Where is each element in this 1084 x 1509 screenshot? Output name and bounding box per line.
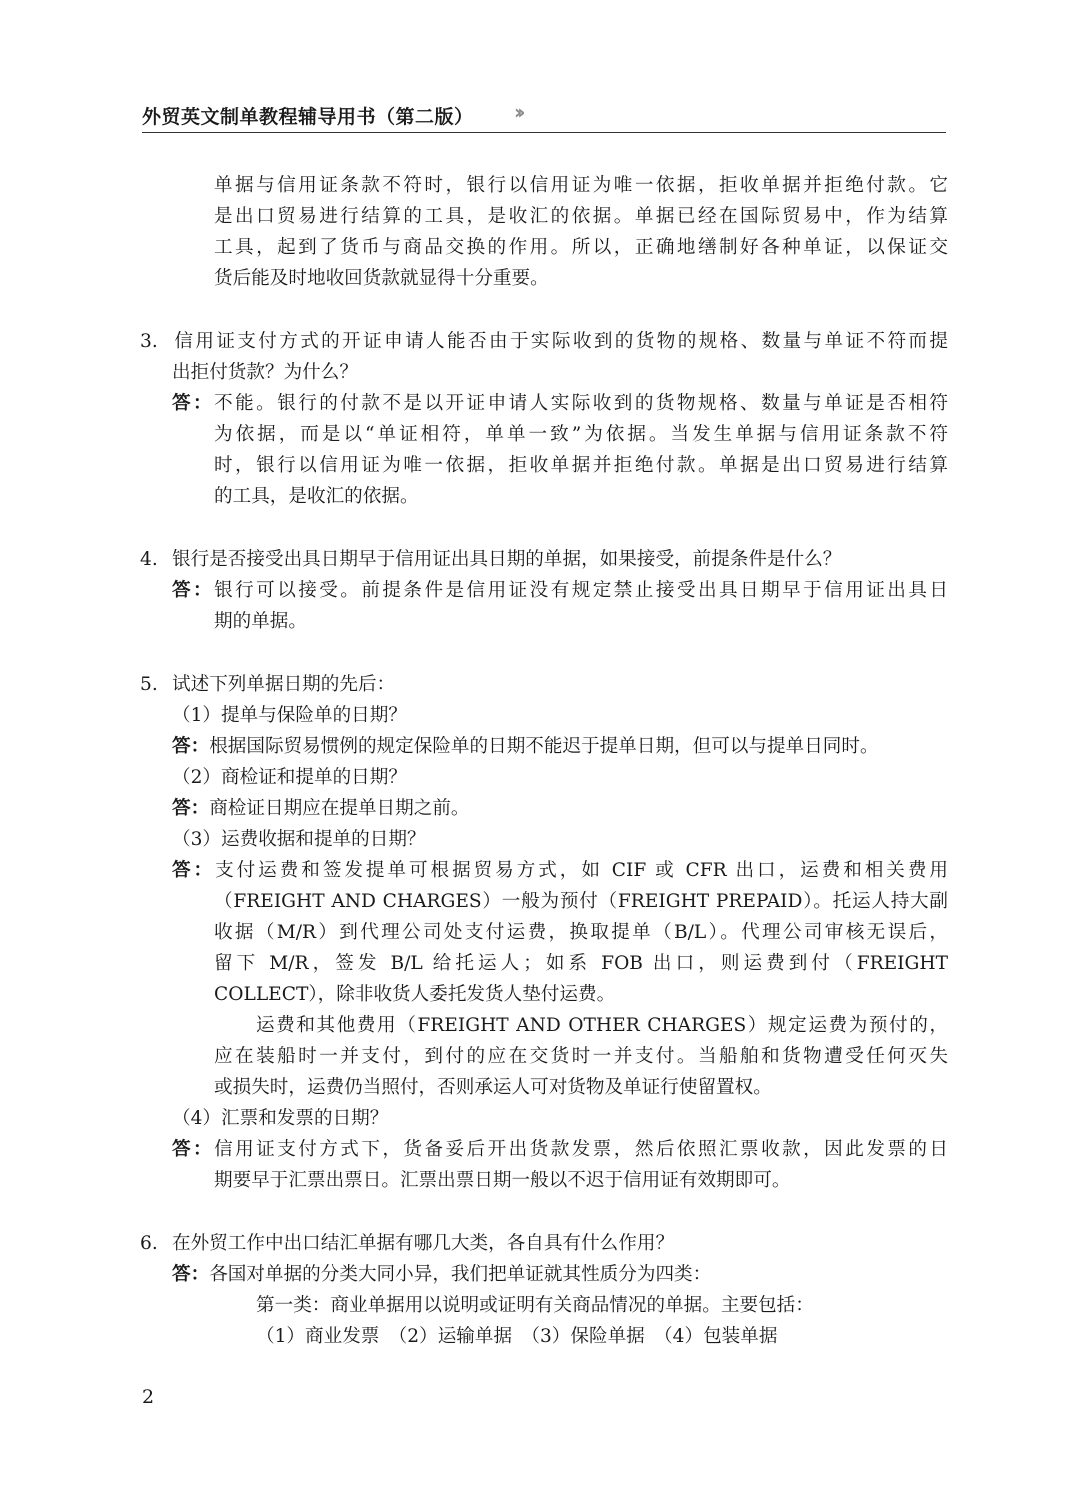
answer-text: COLLECT），除非收货人委托发货人垫付运费。 xyxy=(214,984,616,1005)
answer-text: 为依据，而是以“单证相符，单单一致”为依据。当发生单据与信用证条款不符 xyxy=(214,424,948,445)
answer-text: 答：商检证日期应在提单日期之前。 xyxy=(172,798,470,819)
running-header xyxy=(142,98,946,133)
answer-text: 答：各国对单据的分类大同小异，我们把单证就其性质分为四类： xyxy=(172,1264,712,1285)
answer-text: 留下 M/R，签发 B/L 给托运人；如系 FOB 出口，则运费到付（FREIGHT xyxy=(214,953,948,974)
question-text: 6. 在外贸工作中出口结汇单据有哪几大类，各自具有什么作用？ xyxy=(140,1228,948,1259)
page-number: 2 xyxy=(142,1386,155,1408)
question-text: 5. 试述下列单据日期的先后： xyxy=(140,669,948,700)
answer-label: 答： xyxy=(172,1139,215,1160)
page-body xyxy=(140,170,948,1352)
question-text: 3. 信用证支付方式的开证申请人能否由于实际收到的货物的规格、数量与单证不符而提 xyxy=(140,326,948,357)
document-list: （1）商业发票 （2）运输单据 （3）保险单据 （4）包装单据 xyxy=(256,1326,778,1347)
text-line: 是出口贸易进行结算的工具，是收汇的依据。单据已经在国际贸易中，作为结算 xyxy=(214,206,948,227)
text-line: 货后能及时地收回货款就显得十分重要。 xyxy=(214,268,549,289)
answer-label: 答： xyxy=(172,580,215,601)
text-line: 单据与信用证条款不符时，银行以信用证为唯一依据，拒收单据并拒绝付款。它 xyxy=(214,175,948,196)
sub-question: （1）提单与保险单的日期？ xyxy=(172,705,407,726)
answer-text: 答：根据国际贸易惯例的规定保险单的日期不能迟于提单日期，但可以与提单日同时。 xyxy=(172,736,879,757)
answer-text: 期要早于汇票出票日。汇票出票日期一般以不迟于信用证有效期即可。 xyxy=(214,1170,791,1191)
answer-text: 答：银行可以接受。前提条件是信用证没有规定禁止接受出具日期早于信用证出具日 xyxy=(172,580,948,601)
answer-label: 答： xyxy=(172,860,216,881)
sub-question: （2）商检证和提单的日期？ xyxy=(172,767,407,788)
question-5 xyxy=(140,669,948,1196)
sub-question: （3）运费收据和提单的日期？ xyxy=(172,829,426,850)
question-number: 6. xyxy=(140,1233,158,1254)
question-number: 3. xyxy=(140,331,158,352)
double-chevron-icon: ›› xyxy=(514,100,521,124)
text-line: 工具，起到了货币与商品交换的作用。所以，正确地缮制好各种单证，以保证交 xyxy=(214,237,948,258)
answer-text: 运费和其他费用（FREIGHT AND OTHER CHARGES）规定运费为预付的， xyxy=(256,1015,948,1036)
sub-question: （4）汇票和发票的日期？ xyxy=(172,1108,389,1129)
question-4 xyxy=(140,544,948,637)
answer-text: 的工具，是收汇的依据。 xyxy=(214,486,419,507)
question-text: 4. 银行是否接受出具日期早于信用证出具日期的单据，如果接受，前提条件是什么？ xyxy=(140,544,948,575)
answer-text: 期的单据。 xyxy=(214,611,307,632)
answer-text: 答：支付运费和签发提单可根据贸易方式，如 CIF 或 CFR 出口，运费和相关费用 xyxy=(172,860,948,881)
intro-paragraph xyxy=(140,170,948,294)
answer-text: （FREIGHT AND CHARGES）一般为预付（FREIGHT PREPAID）。托运人持大副 xyxy=(214,891,948,912)
question-number: 4. xyxy=(140,549,158,570)
answer-label: 答： xyxy=(172,393,215,414)
book-title: 外贸英文制单教程辅导用书（第二版） xyxy=(142,106,474,128)
answer-label: 答： xyxy=(172,798,210,819)
answer-text: 或损失时，运费仍当照付，否则承运人可对货物及单证行使留置权。 xyxy=(214,1077,772,1098)
answer-label: 答： xyxy=(172,736,210,757)
question-3 xyxy=(140,326,948,512)
answer-text: 第一类：商业单据用以说明或证明有关商品情况的单据。主要包括： xyxy=(256,1295,814,1316)
question-text: 出拒付货款？为什么？ xyxy=(172,362,358,383)
answer-text: 收据（M/R）到代理公司处支付运费，换取提单（B/L）。代理公司审核无误后， xyxy=(214,922,948,943)
answer-text: 时，银行以信用证为唯一依据，拒收单据并拒绝付款。单据是出口贸易进行结算 xyxy=(214,455,948,476)
answer-text: 应在装船时一并支付，到付的应在交货时一并支付。当船舶和货物遭受任何灭失 xyxy=(214,1046,948,1067)
question-number: 5. xyxy=(140,674,158,695)
answer-label: 答： xyxy=(172,1264,210,1285)
answer-text: 答：不能。银行的付款不是以开证申请人实际收到的货物规格、数量与单证是否相符 xyxy=(172,393,948,414)
answer-text: 答：信用证支付方式下，货备妥后开出货款发票，然后依照汇票收款，因此发票的日 xyxy=(172,1139,948,1160)
question-6 xyxy=(140,1228,948,1352)
